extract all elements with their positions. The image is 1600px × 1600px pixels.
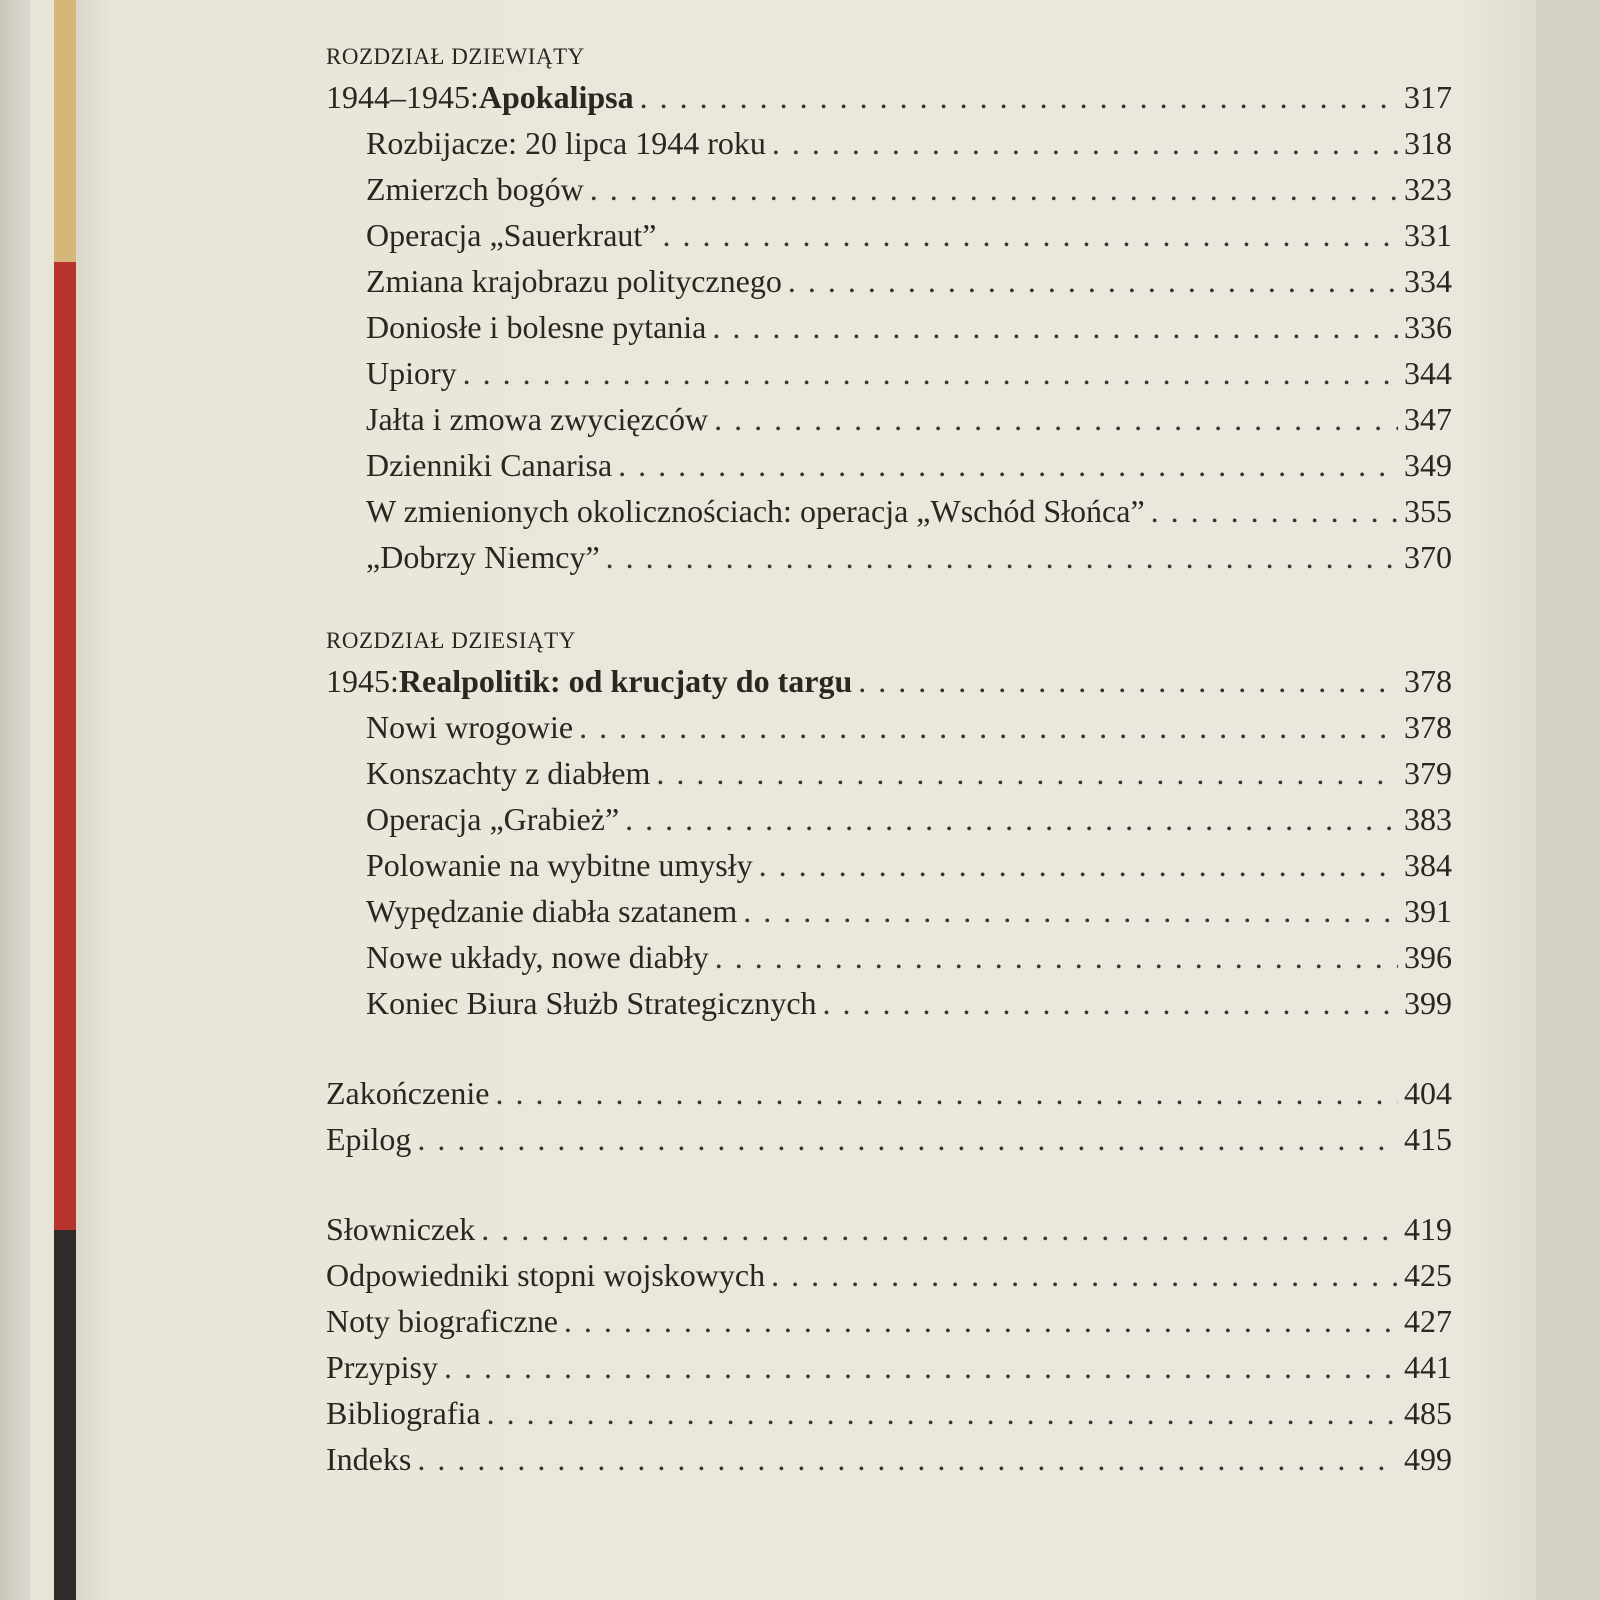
leader-dots [481,1206,1398,1252]
section-gap [326,1026,1452,1070]
page-number: 425 [1404,1257,1452,1293]
entry-text: Zmiana krajobrazu politycznego [366,263,782,299]
entry-text: Wypędzanie diabła szatanem [366,893,738,929]
page-number: 349 [1404,447,1452,483]
chapter-label: ROZDZIAŁ DZIESIĄTY [326,628,576,653]
entry-text: Operacja „Sauerkraut” [366,217,657,253]
leader-dots [487,1390,1398,1436]
entry-text: Nowe układy, nowe diabły [366,939,709,975]
toc-entry [326,212,1452,258]
entry-text: Bibliografia [326,1395,481,1431]
book-spine-edge [0,0,30,1600]
leader-dots [640,74,1398,120]
chapter-title [326,74,1452,120]
page-number: 499 [1404,1441,1452,1477]
leader-dots [590,166,1398,212]
leader-dots [618,442,1398,488]
entry-text: Koniec Biura Służb Strategicznych [366,985,817,1021]
entry-text: Jałta i zmowa zwycięzców [366,401,709,437]
toc-entry-appendix [326,1344,1452,1390]
toc-entry [326,258,1452,304]
leader-dots [495,1070,1398,1116]
leader-dots [715,934,1398,980]
leader-dots [662,212,1398,258]
chapter-label: ROZDZIAŁ DZIEWIĄTY [326,44,585,69]
leader-dots [858,658,1398,704]
entry-text: „Dobrzy Niemcy” [366,539,600,575]
page-number: 347 [1404,401,1452,437]
toc-entry [326,396,1452,442]
page-number: 441 [1404,1349,1452,1385]
page-number: 404 [1404,1075,1452,1111]
toc-entry [326,704,1452,750]
leader-dots [1151,488,1398,534]
leader-dots [625,796,1398,842]
toc-entry [326,304,1452,350]
entry-text: Indeks [326,1441,412,1477]
cover-stripe-red [54,262,76,1230]
leader-dots [444,1344,1398,1390]
page-number: 370 [1404,539,1452,575]
page-number: 318 [1404,125,1452,161]
leader-dots [656,750,1398,796]
section-gap [326,1162,1452,1206]
toc-entry [326,842,1452,888]
leader-dots [772,120,1398,166]
entry-text: Doniosłe i bolesne pytania [366,309,707,345]
entry-text: Polowanie na wybitne umysły [366,847,753,883]
toc-entry [326,488,1452,534]
toc-entry [326,166,1452,212]
entry-text: Dzienniki Canarisa [366,447,613,483]
page-right-edge [1536,0,1600,1600]
toc-entry-appendix [326,1298,1452,1344]
toc-entry [326,796,1452,842]
page-number: 336 [1404,309,1452,345]
entry-text: W zmienionych okolicznościach: operacja „Wschód Słońca” [366,493,1145,529]
page-number: 317 [1404,79,1452,115]
entry-text: Zakończenie [326,1075,490,1111]
chapter-title-prefix: 1944–1945: [326,79,479,115]
page-number: 355 [1404,493,1452,529]
toc-entry-closing [326,1116,1452,1162]
leader-dots [743,888,1398,934]
toc-entry [326,350,1452,396]
leader-dots [759,842,1398,888]
page-number: 378 [1404,709,1452,745]
page-number: 399 [1404,985,1452,1021]
leader-dots [417,1116,1398,1162]
entry-text: Operacja „Grabież” [366,801,620,837]
toc-entry-closing [326,1070,1452,1116]
leader-dots [579,704,1398,750]
toc-entry [326,442,1452,488]
entry-text: Rozbijacze: 20 lipca 1944 roku [366,125,766,161]
leader-dots [606,534,1398,580]
entry-text: Przypisy [326,1349,438,1385]
page-number: 384 [1404,847,1452,883]
page-number: 396 [1404,939,1452,975]
entry-text: Nowi wrogowie [366,709,574,745]
toc-entry [326,888,1452,934]
entry-text: Noty biograficzne [326,1303,558,1339]
page-number: 334 [1404,263,1452,299]
page-number: 419 [1404,1211,1452,1247]
cover-stripe-dark [54,1230,76,1600]
entry-text: Konszachty z diabłem [366,755,651,791]
leader-dots [463,350,1398,396]
leader-dots [564,1298,1398,1344]
leader-dots [771,1252,1398,1298]
entry-text: Słowniczek [326,1211,476,1247]
entry-text: Odpowiedniki stopni wojskowych [326,1257,766,1293]
leader-dots [712,304,1398,350]
page-number: 383 [1404,801,1452,837]
toc-entry-appendix [326,1436,1452,1482]
leader-dots [417,1436,1398,1482]
page-number: 485 [1404,1395,1452,1431]
page-number: 378 [1404,663,1452,699]
chapter-title [326,658,1452,704]
page-number: 391 [1404,893,1452,929]
section-gap [326,580,1452,624]
toc-entry [326,120,1452,166]
leader-dots [714,396,1398,442]
chapter-title-bold: Realpolitik: od krucjaty do targu [398,663,853,699]
toc-entry [326,934,1452,980]
page-number: 427 [1404,1303,1452,1339]
toc-entry [326,534,1452,580]
toc-entry-appendix [326,1390,1452,1436]
leader-dots [823,980,1398,1026]
toc-entry-appendix [326,1252,1452,1298]
leader-dots [788,258,1398,304]
toc-entry [326,980,1452,1026]
chapter-title-bold: Apokalipsa [478,79,634,115]
chapter-title-prefix: 1945: [326,663,399,699]
page-number: 344 [1404,355,1452,391]
entry-text: Epilog [326,1121,412,1157]
table-of-contents [326,40,1452,1482]
toc-entry-appendix [326,1206,1452,1252]
page-number: 331 [1404,217,1452,253]
page-number: 323 [1404,171,1452,207]
entry-text: Upiory [366,355,457,391]
page-number: 415 [1404,1121,1452,1157]
entry-text: Zmierzch bogów [366,171,584,207]
toc-entry [326,750,1452,796]
page-number: 379 [1404,755,1452,791]
cover-stripe-tan [54,0,76,262]
